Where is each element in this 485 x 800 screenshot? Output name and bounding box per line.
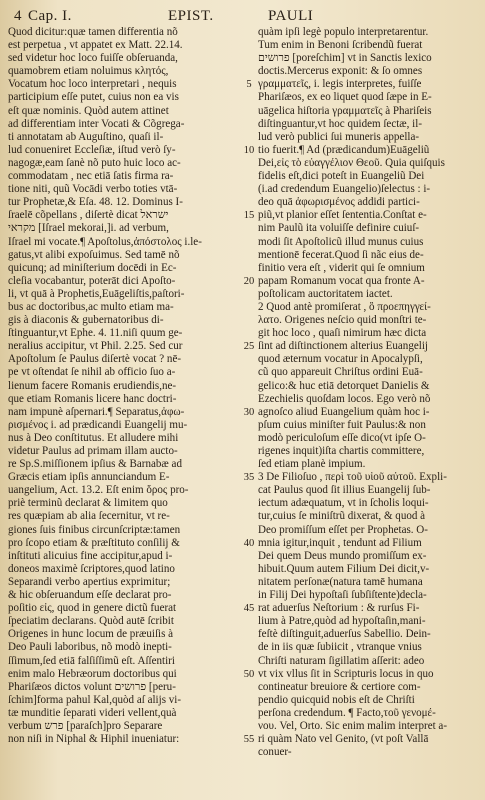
text-line: vt vix vllus ſit in Scripturis locus in quo <box>258 667 434 680</box>
text-line: ſint ad diſtinctionem alterius Euangelij <box>258 340 428 353</box>
text-line: Apoſtolum ſe Paulus diſertè vocat ? nē- <box>8 353 182 366</box>
text-line: verbum פרש [paraſch]pro Separare <box>8 719 163 732</box>
text-line: Separandi verbo apertius exprimitur; <box>8 575 171 588</box>
margin-line-number: 35 <box>243 472 255 484</box>
text-line: quamobrem etiam noluimus κλητός, <box>8 65 169 78</box>
text-line: nam impunè aſpernari.¶ Separatus,ἀφω- <box>8 405 185 418</box>
margin-line-number: 10 <box>243 144 255 156</box>
text-line: Græcis etiam ipſis annunciandum E- <box>8 471 170 484</box>
text-line: priè terminũ declarat & limitem quo <box>8 497 168 510</box>
text-line: quàm ipſi legè populo interpretarentur. <box>258 26 429 38</box>
text-line: ſed etiam planè impium. <box>258 458 366 471</box>
text-line: quicunq; ad miniſterium docēdi in Ec- <box>8 261 177 274</box>
text-line: tio fuerit.¶ Ad (prædicandum)Euāgeliũ <box>258 143 430 156</box>
text-line: ſtinguantur,vt Ephe. 4. 11.niſi quum ge- <box>8 327 183 340</box>
margin-line-number: 45 <box>243 603 255 615</box>
text-line: tur,cuius ſe miniſtrũ dixerat, & quod à <box>258 510 426 523</box>
text-line: hibuit.Quum autem Filium Dei dicit,v- <box>258 562 430 575</box>
text-line: ρισμένος i. ad prædicandi Euangelij mu- <box>8 418 188 431</box>
text-line: Vocatum hoc loco interpretari , nequis <box>8 78 177 91</box>
text-line: ſraelē cõpellans , diſertè dicat ישראל <box>8 209 169 222</box>
text-line: res quæpiam ab alia ſecernitur, vt re- <box>8 510 170 523</box>
margin-line-number: 5 <box>246 79 252 91</box>
text-line: bus ac doctoribus,ac multo etiam ma- <box>8 300 174 313</box>
text-line: feſtè diſtinguit,aduerſus Sabellio. Dein- <box>258 628 431 641</box>
chapter-label: Cap. I. <box>28 8 72 24</box>
text-line: in Filij Dei hypoſtaſi ſubſiſtente)decla- <box>258 589 427 602</box>
text-line: 2 Quod antè promiſerat , ὃ προεπηγγεί- <box>258 300 431 313</box>
text-line: Tum enim in Benoni ſcribendũ fuerat <box>258 39 423 52</box>
text-line: eſt quæ nominis. Quòd autem attinet <box>8 104 169 117</box>
text-line: perſona credendum. ¶ Facto,τοῦ γενομέ- <box>258 706 436 719</box>
text-line: λατο. Origenes neſcio quid monſtri te- <box>258 314 427 327</box>
text-line: tur Prophetæ,& Eſa. 48. 12. Dominus I- <box>8 196 183 209</box>
text-line: quod æternum vocatur in Apocalypſi, <box>258 353 423 366</box>
text-line: ſſimum,ſed etiā falſiſſimũ eſt. Aſſentiri <box>8 654 175 667</box>
text-line: 3 De Filioſuo , περὶ τοῦ υἱοῦ αὐτοῦ. Expli- <box>258 471 447 484</box>
text-line: poſtolicam auctoritatem iactet. <box>258 287 393 300</box>
text-line: tæ munditie ſeparati videri vellent,quà <box>8 706 177 719</box>
text-line: iectum adæquatum, vt in ſcholis loqui- <box>258 497 429 510</box>
text-line: sed videtur hoc loco fuiſſe obſeruanda, <box>8 52 178 65</box>
text-line: Deo promiſſum eſſet per Prophetas. O- <box>258 523 428 536</box>
text-line: Ezechielis quoſdam locos. Ego verò nõ <box>258 392 431 405</box>
text-line: poſitio εἰς, quod in genere dictũ fuerat <box>8 602 177 615</box>
text-line: deo quā ἀφωρισμένος addidi partici- <box>258 196 420 209</box>
text-line: gis à diaconis & gubernatoribus di- <box>8 314 164 327</box>
text-line: lud verò publici ſui muneris appella- <box>258 130 420 143</box>
text-line: neralius accipitur, vt Phil. 2.25. Sed cur <box>8 340 183 353</box>
text-line: מקראי [Iſrael mekorai,]i. ad verbum, <box>8 222 169 235</box>
text-line: pendio quicquid nobis eſt de Chriſti <box>258 693 415 706</box>
text-line: Phariſæos dictos volunt פרושים [peru- <box>8 680 176 693</box>
text-line: re Sp.S.miſſionem ipſius & Barnabæ ad <box>8 458 182 471</box>
text-line: de in iis quæ ſubiicit , vtranque vnius <box>258 641 422 654</box>
text-line: agnoſco aliud Euangelium quàm hoc i- <box>258 405 430 418</box>
margin-line-number: 50 <box>243 668 255 680</box>
text-line: git hoc loco , quaſi nimirum hæc dicta <box>258 327 427 340</box>
text-line: Chriſti naturam ſigillatim aſſerit: adeo <box>258 654 425 667</box>
text-line: uāgelica hiſtoria γραμματεῖς à Phariſeis <box>258 104 432 117</box>
text-line: nim Paulũ ita voluiſſe definire cuiuſ- <box>258 222 420 235</box>
text-line: ad differentiam inter Vocati & Cõgrega- <box>8 117 185 130</box>
text-line: mnia igitur,inquit , tendunt ad Filium <box>258 536 422 549</box>
text-line: rigenes inquit)iſta chartis committere, <box>258 445 425 457</box>
text-line: non niſi in Niphal & Hiphil inueniatur: <box>8 733 180 746</box>
text-line: conuer- <box>258 746 292 759</box>
text-line: lud conueniret Eccleſiæ, iſtud verò ſy- <box>8 143 176 156</box>
right-text-column <box>258 26 480 759</box>
margin-line-number: 55 <box>243 734 255 746</box>
margin-line-number: 25 <box>243 341 255 353</box>
text-line: tione niti, quũ Vocādi verbo toties vtā- <box>8 183 178 196</box>
left-text-column <box>8 26 240 746</box>
text-line: doctis.Mercerus exponit: & ſo omnes <box>258 65 423 78</box>
text-line: nitatem perſonæ(natura tamē humana <box>258 575 423 588</box>
text-line: Phariſæos, ex eo liquet quod ſæpe in E- <box>258 91 432 104</box>
text-line: pſum cuius miniſter fuit Paulus:& non <box>258 418 426 431</box>
text-line: pro ſcopo etiam & præſtituto conſilij & <box>8 536 180 549</box>
margin-line-number: 30 <box>243 406 255 418</box>
text-line: fidelis eſt,dici poteſt in Euangeliũ Dei <box>258 170 425 183</box>
text-line: Quod dicitur:quæ tamen differentia nõ <box>8 26 178 38</box>
text-line: participium eſſe putet, cuius non ea vis <box>8 91 179 104</box>
text-line: commodatam , nec etiā ſatis firma ra- <box>8 170 174 183</box>
running-title-left: EPIST. <box>168 8 214 24</box>
text-line: pe vt oſtendat ſe nihil ab officio ſuo a- <box>8 366 176 379</box>
text-line: gelico:& huc etiā detorquet Danielis & <box>258 379 430 392</box>
text-line: mentionē fecerat.Quod ſi nãc eius de- <box>258 248 424 261</box>
text-line: Dei quem Deus mundo promiſſum ex- <box>258 549 427 562</box>
text-line: doneos maximè ſcriptores,quod latino <box>8 562 175 575</box>
text-line: nagogæ,eam ſanè nõ puto huic loco ac- <box>8 156 181 169</box>
text-line: lienum facere Romanis erudiendis,ne- <box>8 379 177 392</box>
text-line: cat Paulus quod ſit illius Euangelij ſub- <box>258 484 431 497</box>
text-line: Origenes in hunc locum de præuiſis à <box>8 628 174 641</box>
text-line: cũ quo appareuit Chriſtus ordini Euā- <box>258 366 423 379</box>
text-line: diſtinguantur,vt hoc quidem ſectæ, il- <box>258 117 423 130</box>
text-line: finitio vera eſt , viderit qui ſe omnium <box>258 261 425 274</box>
text-line: Iſrael mi vocate.¶ Apoſtolus,ἀπόστολος i.le- <box>8 235 202 248</box>
text-line: inſtituti alicuius fine accipitur,apud i- <box>8 549 173 562</box>
text-line: γραμματεῖς, i. legis interpretes, fuiſſe <box>258 78 422 91</box>
text-line: ri quàm Nato vel Genito, (vt poſt Vallā <box>258 733 429 746</box>
text-line: & hic obſeruandum eſſe declarat pro- <box>8 589 172 602</box>
text-line: νου. Vel, Orto. Sic enim malim interpret a- <box>258 719 448 732</box>
text-line: ti annotatam ab Auguſtino, quaſi il- <box>8 130 164 143</box>
text-line: est perpetua , vt appatet ex Matt. 22.14. <box>8 39 183 52</box>
page-number: 4 <box>14 8 22 24</box>
text-line: contineatur breuiore & certiore com- <box>258 680 421 693</box>
text-line: rat aduerſus Neſtorium : & rurſus Fi- <box>258 602 420 615</box>
text-line: Dei,εἰς τὸ εὐαγγέλιον Θεοῦ. Quia quiſquis <box>258 156 445 169</box>
running-title-right: PAULI <box>268 8 314 24</box>
text-line: פרושים [poreſchim] vt in Sanctis lexico <box>258 52 432 65</box>
text-line: modi ſit Apoſtolicũ illud munus cuius <box>258 235 424 248</box>
margin-line-number: 20 <box>243 275 255 287</box>
text-line: que etiam Romanis licere hanc doctri- <box>8 392 177 405</box>
text-line: enim malo Hebræorum doctoribus qui <box>8 667 177 680</box>
text-line: papam Romanum vocat qua fronte A- <box>258 274 425 287</box>
text-line: ſchim]forma pahul Kal,quòd aſ alijs vi- <box>8 693 182 706</box>
text-line: cleſia vocabantur, poterāt dici Apoſto- <box>8 274 176 287</box>
text-line: uangelium, Act. 13.2. Eſt enim ὅρος pro- <box>8 484 189 497</box>
text-line: videtur Paulus ad primam illam aucto- <box>8 445 178 457</box>
text-line: modò periculoſum eſſe dico(vt ipſe O- <box>258 431 426 444</box>
text-line: piũ,vt planior eſſet ſententia.Conſtat e- <box>258 209 427 222</box>
text-line: giones ſuis finibus circunſcriptæ:tamen <box>8 523 181 536</box>
margin-line-number: 15 <box>243 210 255 222</box>
text-line: ſpeciatim declarans. Quòd autē ſcribit <box>8 615 174 628</box>
margin-line-number: 40 <box>243 537 255 549</box>
text-line: Deo Pauli laboribus, nõ modò inepti- <box>8 641 172 654</box>
text-line: li, vt quā à Prophetis,Euāgeliſtis,paſtori- <box>8 287 185 300</box>
text-line: lium à Patre,quòd ad hypoſtaſin,mani- <box>258 615 426 628</box>
text-line: gatus,vt alibi expoſuimus. Sed tamē nõ <box>8 248 180 261</box>
text-line: nus à Deo conſtitutus. Et alludere mihi <box>8 431 179 444</box>
text-line: (i.ad credendum Euangelio)ſelectus : i- <box>258 183 431 196</box>
